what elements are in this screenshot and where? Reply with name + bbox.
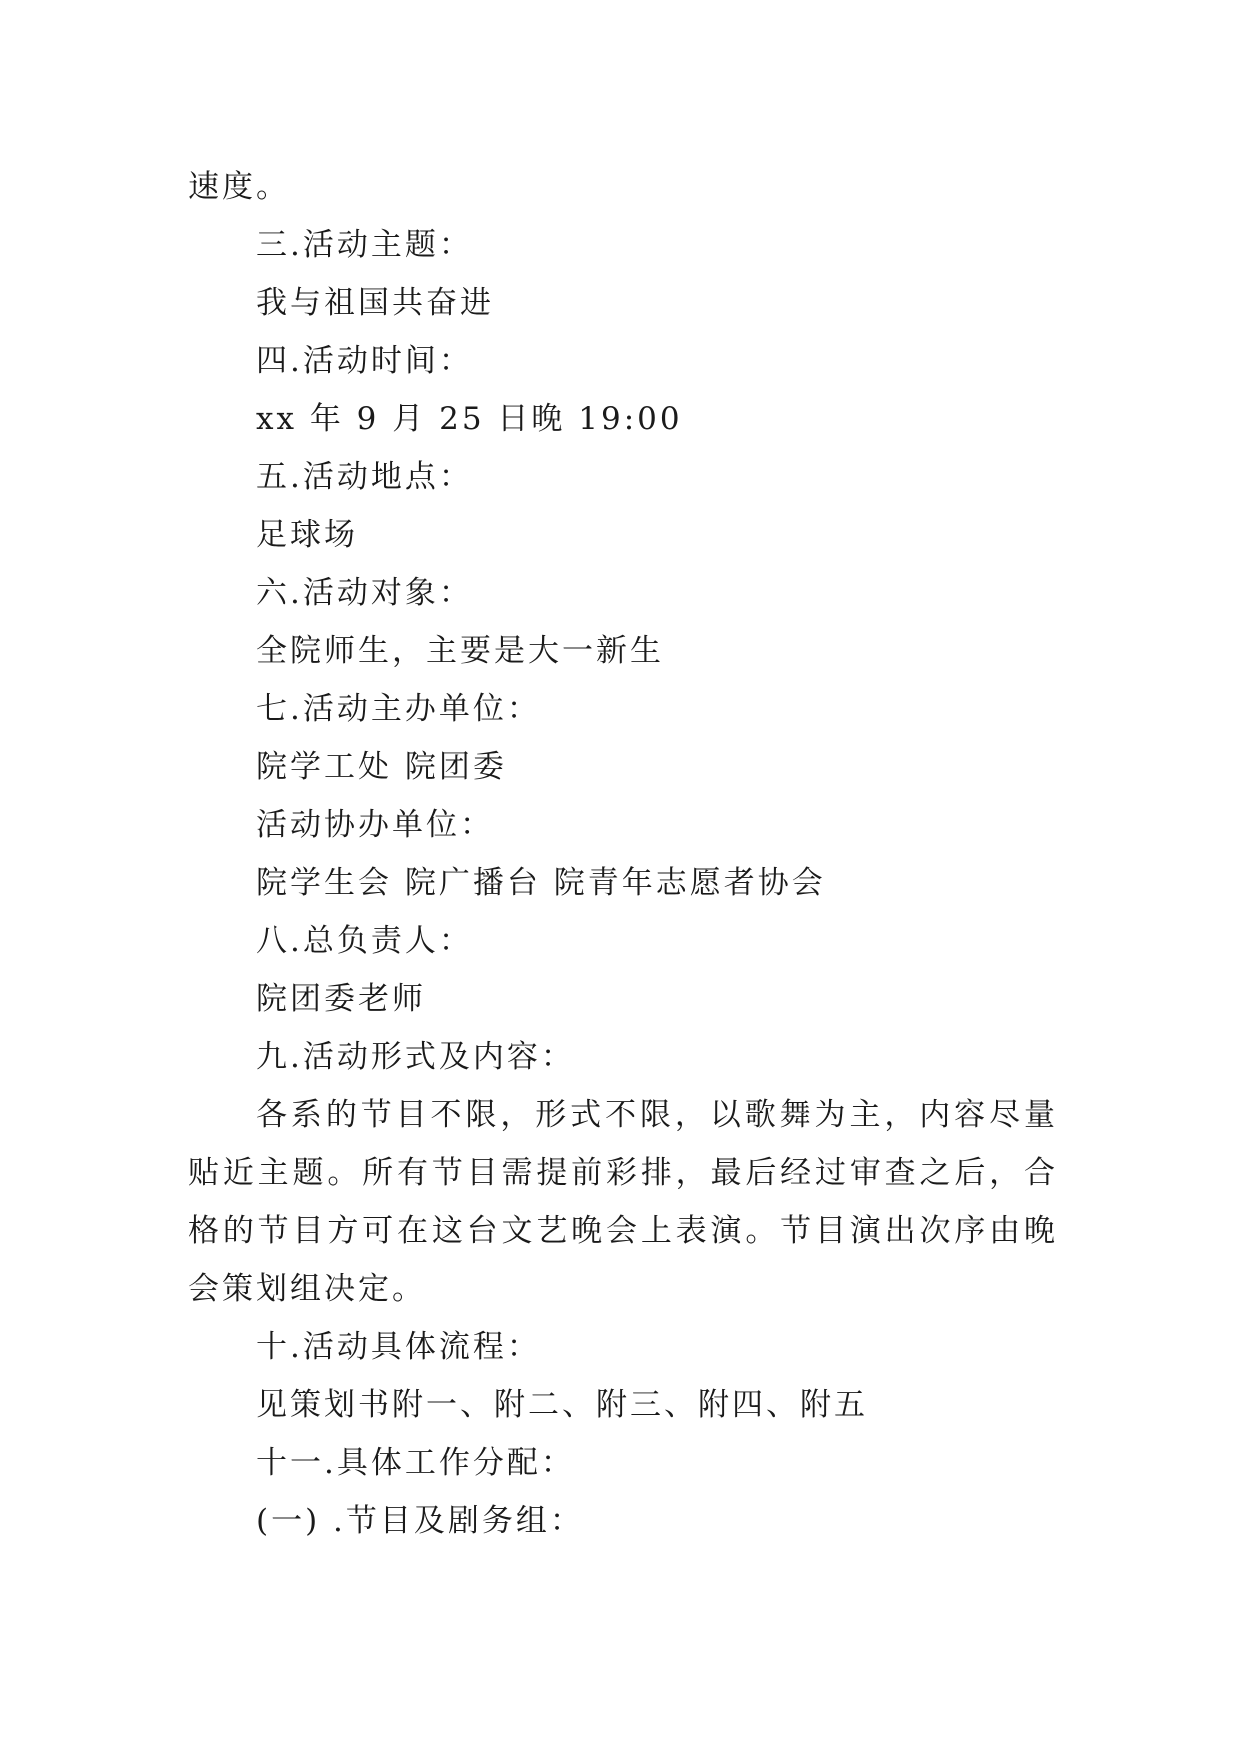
text-line: 我与祖国共奋进 <box>256 285 494 321</box>
text-line: 院学工处 院团委 <box>256 749 507 785</box>
section-heading-location: 五.活动地点： <box>256 459 473 495</box>
text-line: xx 年 9 月 25 日晚 19:00 <box>256 401 683 437</box>
section-heading-assignment: 十一.具体工作分配： <box>256 1445 575 1481</box>
section-heading-format: 九.活动形式及内容： <box>256 1039 575 1075</box>
section-heading-co-organizer: 活动协办单位： <box>256 807 494 843</box>
section-heading-person-in-charge: 八.总负责人： <box>256 923 473 959</box>
document-body <box>188 158 1058 1550</box>
body-paragraph: 各系的节目不限，形式不限，以歌舞为主，内容尽量贴近主题。所有节目需提前彩排，最后经过审查之后，合格的节目方可在这台文艺晚会上表演。节目演出次序由晚会策划组决定。 <box>188 1097 1058 1307</box>
section-heading-audience: 六.活动对象： <box>256 575 473 611</box>
section-heading-time: 四.活动时间： <box>256 343 473 379</box>
subsection-heading: (一) .节目及剧务组： <box>256 1503 584 1539</box>
section-heading-process: 十.活动具体流程： <box>256 1329 541 1365</box>
text-line: 全院师生，主要是大一新生 <box>256 633 664 669</box>
text-line: 院团委老师 <box>256 981 426 1017</box>
text-line: 院学生会 院广播台 院青年志愿者协会 <box>256 865 826 901</box>
text-line: 速度。 <box>188 169 290 205</box>
section-heading-theme: 三.活动主题： <box>256 227 473 263</box>
text-line: 足球场 <box>256 517 358 553</box>
text-line: 见策划书附一、附二、附三、附四、附五 <box>256 1387 868 1423</box>
section-heading-organizer: 七.活动主办单位： <box>256 691 541 727</box>
